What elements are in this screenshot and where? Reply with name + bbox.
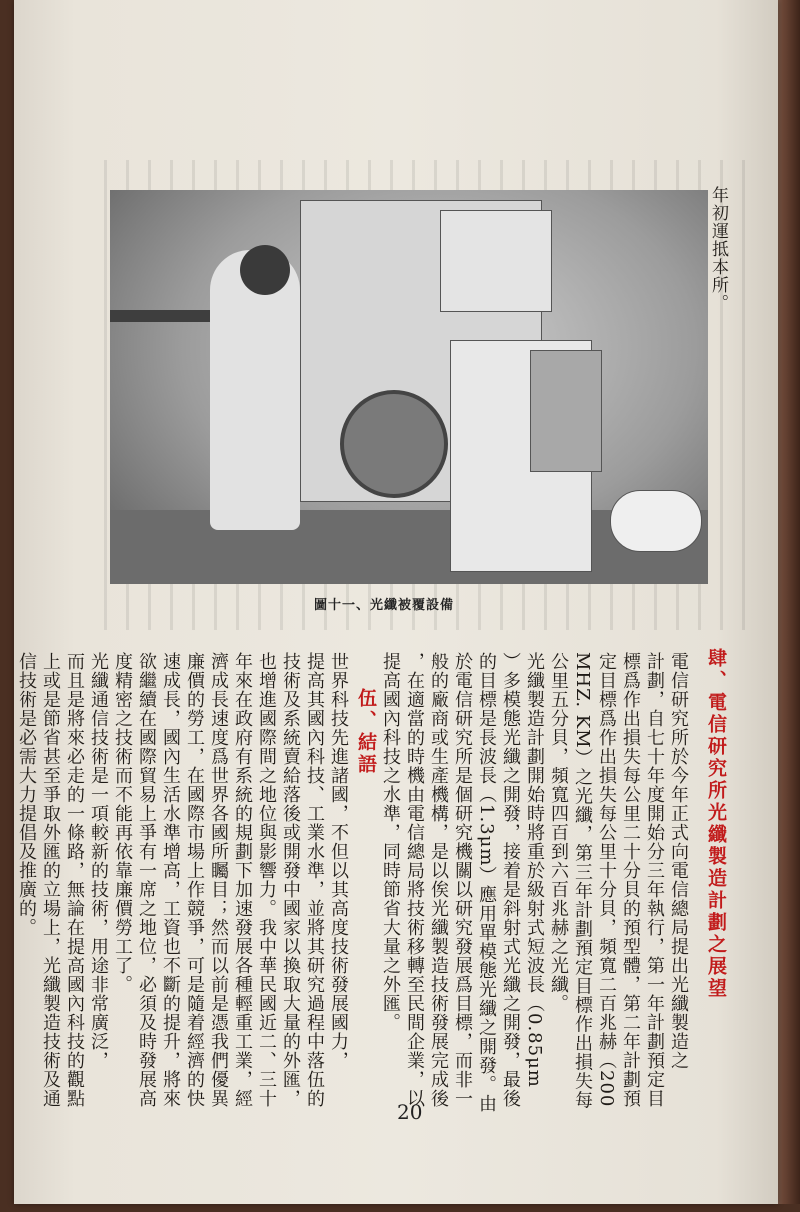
- section5-line: 濟成長速度爲世界各國所矚目；然而以前是憑我們優異: [208, 652, 229, 1108]
- section5-line: 年來在政府有系統的規劃下加速發展各種輕重工業，經: [232, 652, 253, 1108]
- section5-line: 信技術是必需大力提倡及推廣的。: [16, 652, 37, 937]
- section4-line: 計劃，自七十年度開始分三年執行，第一年計劃預定目: [644, 652, 665, 1108]
- section5-line: 而且是將來必走的一條路，無論在提高國內科技的觀點: [64, 652, 85, 1108]
- section5-line: 提高其國內科技、工業水準，並將其研究過程中落伍的: [304, 652, 325, 1108]
- section4-line: ）多模態光纖之開發，接着是斜射式光纖之開發，最後: [500, 652, 521, 1108]
- section4-line: 光纖製造計劃開始時將重於級射式短波長（0.85μm: [524, 652, 545, 1088]
- figure-caption: 圖十一、光纖被覆設備: [314, 598, 455, 613]
- section5-line: 欲繼續在國際貿易上爭有一席之地位，必須及時發展高: [136, 652, 157, 1108]
- section5-line: 也增進國際間之地位與影響力。我中華民國近二、三十: [256, 652, 277, 1108]
- section4-line: 提高國內科技之水準，同時節省大量之外匯。: [380, 652, 401, 1032]
- section5-heading: 伍、結語: [355, 688, 377, 776]
- section5-line: 世界科技先進諸國，不但以其高度技術發展國力，: [328, 652, 349, 1070]
- section5-line: 光纖通信技術是一項較新的技術，用途非常廣泛，: [88, 652, 109, 1070]
- section4-line: 標爲作出損失每公里二十分貝的預型體，第二年計劃預: [620, 652, 641, 1108]
- section5-line: 廉價的勞工，在國際市場上作競爭，可是隨着經濟的快: [184, 652, 205, 1108]
- section5-line: 上或是節省甚至爭取外匯的立場上，光纖製造技術及通: [40, 652, 61, 1108]
- section4-line: ，在適當的時機由電信總局將技術移轉至民間企業，以: [404, 652, 425, 1108]
- section4-line: 般的廠商或生產機構，是以俟光纖製造技術發展完成後: [428, 652, 449, 1108]
- section4-line: 定目標爲作出損失每公里十分貝，頻寬二百兆赫（200: [596, 652, 617, 1108]
- section4-line: MHZ. KM）之光纖，第三年計劃預定目標作出損失每: [572, 652, 593, 1110]
- section5-line: 技術及系統賣給落後或開發中國家以換取大量的外匯，: [280, 652, 301, 1108]
- section4-line: 電信研究所於今年正式向電信總局提出光纖製造之: [668, 652, 689, 1070]
- book-page: [14, 0, 778, 1204]
- section5-line: 速成長，國內生活水準增高，工資也不斷的提升，將來: [160, 652, 181, 1108]
- section4-line: 的目標是長波長（1.3μm）應用單模態光纖之開發。由: [476, 652, 497, 1114]
- section5-line: 度精密之技術而不能再依靠廉價勞工了。: [112, 652, 133, 994]
- page-number: 20: [397, 1100, 423, 1124]
- section4-line: 於電信研究所是個研究機關以研究發展爲目標，而非一: [452, 652, 473, 1108]
- figure-photo: [110, 190, 708, 584]
- section4-heading: 肆、電信研究所光纖製造計劃之展望: [705, 648, 727, 1000]
- section4-line: 公里五分貝，頻寬四百到六百兆赫之光纖。: [548, 652, 569, 1013]
- top-note: 年初運抵本所。: [708, 186, 728, 312]
